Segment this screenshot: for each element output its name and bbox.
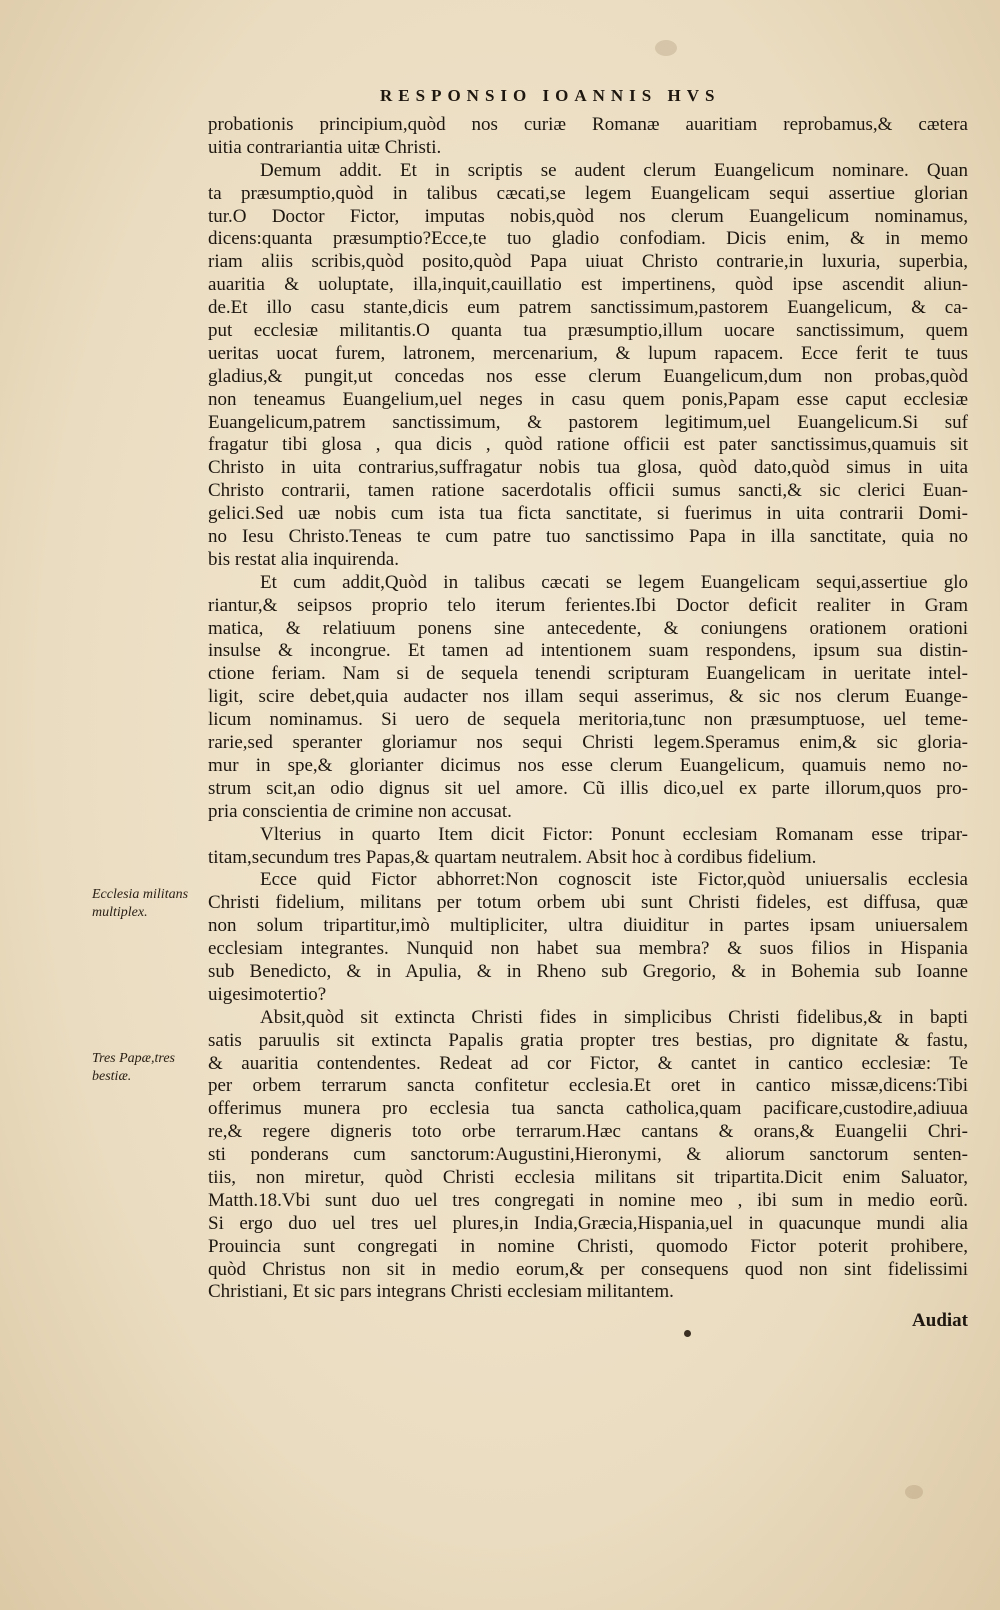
text-line: auaritia & uoluptate, illa,inquit,cauillatio est impertinens, quòd ipse ascendit aliun- [208,274,968,296]
paper-stain [655,40,677,56]
text-line: fragatur tibi glosa , qua dicis , quòd ratione officii est pater sanctissimus,quamuis sit [208,434,968,456]
text-line: re,& regere digneris toto orbe terrarum.Hæc cantans & orans,& Euangelii Chri- [208,1121,968,1143]
text-line: offerimus munera pro ecclesia tua sancta catholica,quam pacificare,custodire,adiuua [208,1098,968,1120]
text-line: uigesimotertio? [208,983,327,1005]
text-line: riantur,& seipsos proprio telo iterum ferientes.Ibi Doctor deficit realiter in Gram [208,594,968,616]
catchword: Audiat [912,1310,968,1332]
text-line: mur in spe,& glorianter dicimus nos esse clerum Euangelicum, quamuis nemo no- [208,754,968,776]
text-line: Prouincia sunt congregati in nomine Christi, quomodo Fictor poterit prohibere, [208,1235,968,1257]
paper-stain [905,1485,923,1499]
text-line: rarie,sed speranter gloriamur nos sequi Christi legem.Speramus enim,& sic gloria- [208,732,968,754]
text-line: ueritas uocat furem, latronem, mercenarium, & lupum rapacem. Ecce ferit te tuus [208,342,968,364]
text-line: non solum tripartitur,imò multipliciter, ultra diuiditur in partes ipsam uniuersalem [208,915,968,937]
text-line: Ecce quid Fictor abhorret:Non cognoscit iste Fictor,quòd uniuersalis ecclesia [260,869,968,891]
text-line: tur.O Doctor Fictor, imputas nobis,quòd nos clerum Euangelicum nominamus, [208,205,968,227]
text-line: riam aliis scribis,quòd posito,quòd Papa uiuat Christo contrarie,in luxuria, superbia, [208,251,968,273]
text-line: ta præsumptio,quòd in talibus cæcati,se legem Euangelicam sequi assertiue glorian [208,182,968,204]
text-line: Christiani, Et sic pars integrans Christi ecclesiam militantem. [208,1281,674,1303]
text-line: Vlterius in quarto Item dicit Fictor: Ponunt ecclesiam Romanam esse tripar- [260,823,968,845]
text-line: non teneamus Euangelium,uel neges in casu quem ponis,Papam esse caput ecclesiæ [208,388,968,410]
text-line: sub Benedicto, & in Apulia, & in Rheno sub Gregorio, & in Bohemia sub Ioanne [208,960,968,982]
text-line: no Iesu Christo.Teneas te cum patre tuo sanctissimo Papa in illa sanctitate, quia no [208,526,968,548]
running-header: RESPONSIO IOANNIS HVS [380,86,721,105]
text-line: licum nominamus. Si uero de sequela meritoria,tunc non præsumptuose, uel teme- [208,709,968,731]
text-line: sti ponderans cum sanctorum:Augustini,Hieronymi, & aliorum sanctorum senten- [208,1144,968,1166]
text-line: strum scit,an odio dignus sit uel amore. Cũ illis dico,uel ex parte illorum,quos pro- [208,777,968,799]
text-line: Absit,quòd sit extincta Christi fides in simplicibus Christi fidelibus,& in bapti [260,1006,968,1028]
marginal-note-ecclesia: Ecclesia militans multiplex. [92,887,189,920]
text-line: Matth.18.Vbi sunt duo uel tres congregati in nomine meo , ibi sum in medio eorũ. [208,1189,968,1211]
text-line: quòd Christus non sit in medio eorum,& per consequens quod non sint fidelissimi [208,1258,968,1280]
marginal-note-tres-papae: Tres Papæ,tres bestiæ. [92,1051,175,1084]
text-line: pria conscientia de crimine non accusat. [208,800,512,822]
text-line: per orbem terrarum sancta confitetur ecclesia.Et oret in cantico missæ,dicens:Tibi [208,1075,968,1097]
text-line: gladius,& pungit,ut concedas nos esse clerum Euangelicum,dum non probas,quòd [208,365,968,387]
text-line: insulse & incongrue. Et tamen ad intentionem suam respondens, ipsum sua distin- [208,640,968,662]
text-line: Christo contrarii, tamen ratione sacerdotalis officii sumus sancti,& sic clerici Euan- [208,480,968,502]
text-line: matica, & relatiuum ponens sine antecedente, & coniungens orationem orationi [208,617,968,639]
text-line: Christi fidelium, militans per totum orbem ubi sunt Christi fideles, est diffusa, quæ [208,892,968,914]
text-line: titam,secundum tres Papas,& quartam neutralem. Absit hoc à cordibus fidelium. [208,846,817,868]
text-line: Euangelicum,patrem sanctissimum, & pastorem legitimum,uel Euangelicum.Si suf [208,411,968,433]
text-line: dicens:quanta præsumptio?Ecce,te tuo gladio confodiam. Dicis enim, & in memo [208,228,968,250]
text-line: probationis principium,quòd nos curiæ Romanæ auaritiam reprobamus,& cætera [208,114,968,135]
text-block [208,114,968,1333]
text-line: & auaritia contendentes. Redeat ad cor Fictor, & cantet in cantico ecclesiæ: Te [208,1052,968,1074]
text-line: satis paruulis sit extincta Papalis gratia propter tres bestias, pro dignitate & fastu, [208,1029,968,1051]
text-line: ligit, scire debet,quia audacter nos illam sequi asserimus, & sic nos clerum Euange- [208,686,968,708]
text-line: put ecclesiæ militantis.O quanta tua præsumptio,illum uocare sanctissimum, quem [208,320,968,342]
text-line: gelici.Sed uæ nobis cum ista tua ficta sanctitate, si fuerimus in uita contrarii Domi- [208,503,968,525]
text-line: ctione feriam. Nam si de sequela tenendi scripturam Euangelicam in ueritate intel- [208,663,968,685]
text-line: Demum addit. Et in scriptis se audent clerum Euangelicum nominare. Quan [260,159,968,181]
text-line: de.Et illo casu stante,dicis eum patrem sanctissimum,pastorem Euangelicum, & ca- [208,297,968,319]
text-line: Si ergo duo uel tres uel plures,in India,Græcia,Hispania,uel in quacunque mundi alia [208,1212,968,1234]
text-line: Christo in uita contrarius,suffragatur nobis tua glosa, quòd dato,quòd simus in uita [208,457,968,479]
text-line: bis restat alia inquirenda. [208,548,399,570]
text-line: Et cum addit,Quòd in talibus cæcati se legem Euangelicam sequi,assertiue glo [260,571,968,593]
text-line: ecclesiam integrantes. Nunquid non habet sua membra? & suos filios in Hispania [208,938,968,960]
text-line: tiis, non miretur, quòd Christi ecclesia militans sit tripartita.Dicit enim Saluator, [208,1166,968,1188]
text-line: uitia contrariantia uitæ Christi. [208,136,442,158]
